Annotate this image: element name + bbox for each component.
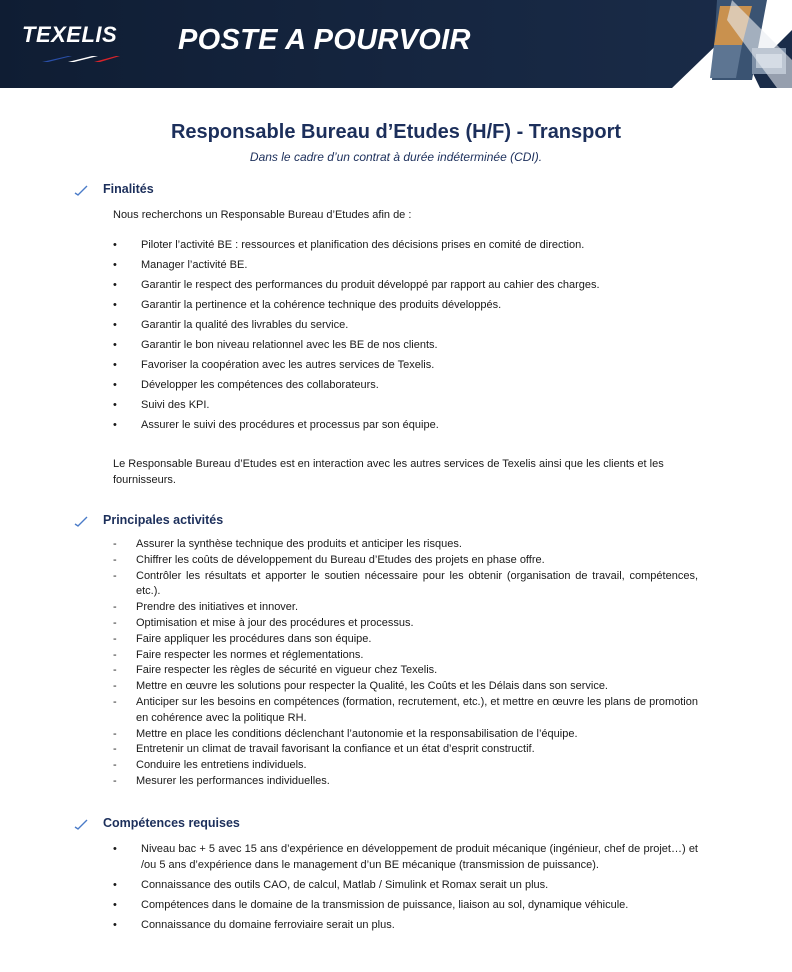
competences-list (113, 842, 698, 938)
list-item: • Niveau bac + 5 avec 15 ans d’expérience en développement de produit mécanique (ingénieur, chef de projet…) et /ou 5 ans d’expérience dans le management d’un BE mécanique (transmission de puissance). (113, 842, 698, 873)
vehicle-collage-image (672, 0, 792, 88)
finalites-closing: Le Responsable Bureau d’Etudes est en interaction avec les autres services de Texelis ainsi que les clients et les fournisseurs. (113, 458, 664, 486)
header-banner (0, 0, 792, 88)
list-item: - Faire respecter les règles de sécurité en vigueur chez Texelis. (113, 663, 698, 679)
list-item: - Assurer la synthèse technique des produits et anticiper les risques. (113, 537, 698, 553)
list-item: • Assurer le suivi des procédures et processus par son équipe. (113, 418, 703, 432)
check-mark-icon (74, 515, 88, 527)
check-mark-icon (74, 818, 88, 830)
list-item: • Suivi des KPI. (113, 398, 703, 412)
list-item: - Chiffrer les coûts de développement du Bureau d’Etudes des projets en phase offre. (113, 553, 698, 569)
section-title: Compétences requises (103, 816, 240, 830)
list-item: • Favoriser la coopération avec les autres services de Texelis. (113, 358, 703, 372)
list-item: - Mesurer les performances individuelles. (113, 774, 698, 790)
list-item: • Manager l’activité BE. (113, 258, 703, 272)
tricolor-swoosh-icon (42, 56, 120, 62)
list-item: - Optimisation et mise à jour des procédures et processus. (113, 616, 698, 632)
list-item: - Conduire les entretiens individuels. (113, 758, 698, 774)
list-item: • Connaissance des outils CAO, de calcul, Matlab / Simulink et Romax serait un plus. (113, 878, 698, 894)
texelis-logo (22, 22, 122, 66)
list-item: • Piloter l’activité BE : ressources et planification des décisions prises en comité de direction. (113, 238, 703, 252)
list-item: - Faire appliquer les procédures dans son équipe. (113, 632, 698, 648)
list-item: • Garantir la qualité des livrables du service. (113, 318, 703, 332)
list-item: - Anticiper sur les besoins en compétences (formation, recrutement, etc.), et mettre en œuvre les plans de promotion en cohérence avec la politique RH. (113, 695, 698, 727)
banner-title: POSTE A POURVOIR (178, 24, 471, 56)
section-title: Principales activités (103, 513, 224, 527)
list-item: - Prendre des initiatives et innover. (113, 600, 698, 616)
logo-text: TEXELIS (22, 22, 118, 47)
list-item: • Garantir le respect des performances du produit développé par rapport au cahier des charges. (113, 278, 703, 292)
list-item: • Connaissance du domaine ferroviaire serait un plus. (113, 918, 698, 934)
list-item: • Garantir la pertinence et la cohérence technique des produits développés. (113, 298, 703, 312)
list-item: - Mettre en œuvre les solutions pour respecter la Qualité, les Coûts et les Délais dans son service. (113, 679, 698, 695)
contract-subtitle: Dans le cadre d’un contrat à durée indéterminée (CDI). (249, 150, 543, 164)
finalites-intro: Nous recherchons un Responsable Bureau d’Etudes afin de : (113, 209, 412, 221)
job-title: Responsable Bureau d’Etudes (H/F) - Transport (170, 121, 622, 143)
list-item: • Compétences dans le domaine de la transmission de puissance, liaison au sol, dynamique véhicule. (113, 898, 698, 914)
list-item: - Entretenir un climat de travail favorisant la confiance et un état d’esprit constructif. (113, 742, 698, 758)
check-mark-icon (74, 184, 88, 196)
list-item: - Faire respecter les normes et réglementations. (113, 648, 698, 664)
list-item: - Contrôler les résultats et apporter le soutien nécessaire pour les obtenir (organisation de travail, compétences, etc.). (113, 569, 698, 601)
list-item: - Mettre en place les conditions déclenchant l’autonomie et la responsabilisation de l’équipe. (113, 727, 698, 743)
section-title: Finalités (103, 182, 154, 196)
list-item: • Garantir le bon niveau relationnel avec les BE de nos clients. (113, 338, 703, 352)
finalites-list (113, 238, 703, 438)
list-item: • Développer les compétences des collaborateurs. (113, 378, 703, 392)
activites-list (113, 537, 698, 790)
